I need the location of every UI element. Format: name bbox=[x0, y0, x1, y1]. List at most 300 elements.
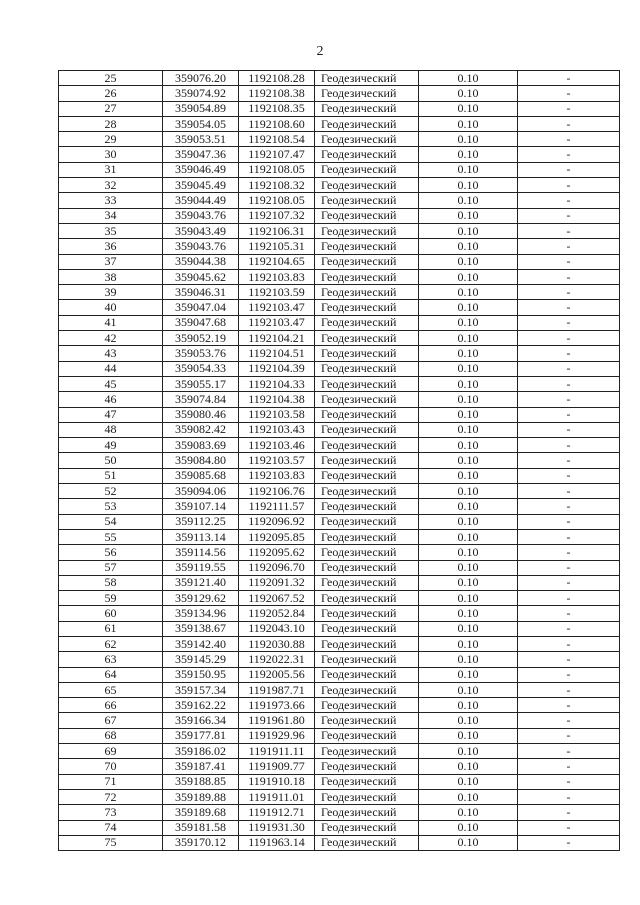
point-number-cell: 26 bbox=[59, 86, 163, 101]
description-cell: - bbox=[518, 744, 620, 759]
table-row bbox=[59, 438, 620, 453]
x-coordinate-cell: 359186.02 bbox=[163, 744, 239, 759]
x-coordinate-cell: 359082.42 bbox=[163, 422, 239, 437]
point-number-cell: 60 bbox=[59, 606, 163, 621]
method-cell: Геодезический bbox=[315, 789, 419, 804]
x-coordinate-cell: 359083.69 bbox=[163, 438, 239, 453]
method-cell: Геодезический bbox=[315, 759, 419, 774]
y-coordinate-cell: 1191973.66 bbox=[239, 698, 315, 713]
point-number-cell: 67 bbox=[59, 713, 163, 728]
description-cell: - bbox=[518, 346, 620, 361]
coordinates-table bbox=[58, 70, 620, 851]
accuracy-cell: 0.10 bbox=[419, 820, 518, 835]
accuracy-cell: 0.10 bbox=[419, 484, 518, 499]
point-number-cell: 73 bbox=[59, 805, 163, 820]
accuracy-cell: 0.10 bbox=[419, 621, 518, 636]
x-coordinate-cell: 359134.96 bbox=[163, 606, 239, 621]
x-coordinate-cell: 359119.55 bbox=[163, 560, 239, 575]
point-number-cell: 75 bbox=[59, 835, 163, 850]
method-cell: Геодезический bbox=[315, 300, 419, 315]
x-coordinate-cell: 359107.14 bbox=[163, 499, 239, 514]
point-number-cell: 61 bbox=[59, 621, 163, 636]
y-coordinate-cell: 1192052.84 bbox=[239, 606, 315, 621]
method-cell: Геодезический bbox=[315, 132, 419, 147]
method-cell: Геодезический bbox=[315, 652, 419, 667]
point-number-cell: 44 bbox=[59, 361, 163, 376]
description-cell: - bbox=[518, 484, 620, 499]
x-coordinate-cell: 359181.58 bbox=[163, 820, 239, 835]
method-cell: Геодезический bbox=[315, 499, 419, 514]
accuracy-cell: 0.10 bbox=[419, 223, 518, 238]
description-cell: - bbox=[518, 71, 620, 86]
point-number-cell: 28 bbox=[59, 116, 163, 131]
table-row bbox=[59, 376, 620, 391]
x-coordinate-cell: 359189.68 bbox=[163, 805, 239, 820]
table-row bbox=[59, 682, 620, 697]
table-row bbox=[59, 254, 620, 269]
point-number-cell: 53 bbox=[59, 499, 163, 514]
accuracy-cell: 0.10 bbox=[419, 71, 518, 86]
description-cell: - bbox=[518, 193, 620, 208]
description-cell: - bbox=[518, 667, 620, 682]
description-cell: - bbox=[518, 162, 620, 177]
point-number-cell: 54 bbox=[59, 514, 163, 529]
method-cell: Геодезический bbox=[315, 162, 419, 177]
accuracy-cell: 0.10 bbox=[419, 331, 518, 346]
method-cell: Геодезический bbox=[315, 254, 419, 269]
x-coordinate-cell: 359138.67 bbox=[163, 621, 239, 636]
description-cell: - bbox=[518, 835, 620, 850]
table-row bbox=[59, 285, 620, 300]
x-coordinate-cell: 359055.17 bbox=[163, 376, 239, 391]
point-number-cell: 64 bbox=[59, 667, 163, 682]
method-cell: Геодезический bbox=[315, 667, 419, 682]
description-cell: - bbox=[518, 116, 620, 131]
accuracy-cell: 0.10 bbox=[419, 545, 518, 560]
table-row bbox=[59, 346, 620, 361]
accuracy-cell: 0.10 bbox=[419, 178, 518, 193]
description-cell: - bbox=[518, 728, 620, 743]
accuracy-cell: 0.10 bbox=[419, 560, 518, 575]
description-cell: - bbox=[518, 101, 620, 116]
x-coordinate-cell: 359054.89 bbox=[163, 101, 239, 116]
point-number-cell: 47 bbox=[59, 407, 163, 422]
description-cell: - bbox=[518, 820, 620, 835]
description-cell: - bbox=[518, 759, 620, 774]
method-cell: Геодезический bbox=[315, 71, 419, 86]
method-cell: Геодезический bbox=[315, 223, 419, 238]
description-cell: - bbox=[518, 361, 620, 376]
description-cell: - bbox=[518, 223, 620, 238]
y-coordinate-cell: 1192022.31 bbox=[239, 652, 315, 667]
method-cell: Геодезический bbox=[315, 774, 419, 789]
table-row bbox=[59, 468, 620, 483]
description-cell: - bbox=[518, 575, 620, 590]
description-cell: - bbox=[518, 468, 620, 483]
point-number-cell: 62 bbox=[59, 636, 163, 651]
table-row bbox=[59, 300, 620, 315]
accuracy-cell: 0.10 bbox=[419, 591, 518, 606]
y-coordinate-cell: 1191987.71 bbox=[239, 682, 315, 697]
accuracy-cell: 0.10 bbox=[419, 132, 518, 147]
y-coordinate-cell: 1192103.43 bbox=[239, 422, 315, 437]
table-row bbox=[59, 315, 620, 330]
table-row bbox=[59, 361, 620, 376]
accuracy-cell: 0.10 bbox=[419, 422, 518, 437]
description-cell: - bbox=[518, 132, 620, 147]
accuracy-cell: 0.10 bbox=[419, 713, 518, 728]
table-row bbox=[59, 116, 620, 131]
accuracy-cell: 0.10 bbox=[419, 835, 518, 850]
x-coordinate-cell: 359189.88 bbox=[163, 789, 239, 804]
x-coordinate-cell: 359045.62 bbox=[163, 269, 239, 284]
method-cell: Геодезический bbox=[315, 560, 419, 575]
description-cell: - bbox=[518, 621, 620, 636]
method-cell: Геодезический bbox=[315, 392, 419, 407]
description-cell: - bbox=[518, 178, 620, 193]
table-row bbox=[59, 698, 620, 713]
description-cell: - bbox=[518, 529, 620, 544]
x-coordinate-cell: 359162.22 bbox=[163, 698, 239, 713]
point-number-cell: 30 bbox=[59, 147, 163, 162]
description-cell: - bbox=[518, 376, 620, 391]
description-cell: - bbox=[518, 147, 620, 162]
accuracy-cell: 0.10 bbox=[419, 744, 518, 759]
method-cell: Геодезический bbox=[315, 514, 419, 529]
table-row bbox=[59, 744, 620, 759]
accuracy-cell: 0.10 bbox=[419, 606, 518, 621]
point-number-cell: 63 bbox=[59, 652, 163, 667]
description-cell: - bbox=[518, 453, 620, 468]
table-row bbox=[59, 499, 620, 514]
table-row bbox=[59, 560, 620, 575]
description-cell: - bbox=[518, 789, 620, 804]
table-row bbox=[59, 178, 620, 193]
description-cell: - bbox=[518, 499, 620, 514]
description-cell: - bbox=[518, 545, 620, 560]
method-cell: Геодезический bbox=[315, 636, 419, 651]
method-cell: Геодезический bbox=[315, 682, 419, 697]
y-coordinate-cell: 1192104.39 bbox=[239, 361, 315, 376]
accuracy-cell: 0.10 bbox=[419, 453, 518, 468]
method-cell: Геодезический bbox=[315, 315, 419, 330]
method-cell: Геодезический bbox=[315, 407, 419, 422]
y-coordinate-cell: 1192005.56 bbox=[239, 667, 315, 682]
point-number-cell: 35 bbox=[59, 223, 163, 238]
x-coordinate-cell: 359129.62 bbox=[163, 591, 239, 606]
point-number-cell: 36 bbox=[59, 239, 163, 254]
x-coordinate-cell: 359084.80 bbox=[163, 453, 239, 468]
x-coordinate-cell: 359074.92 bbox=[163, 86, 239, 101]
description-cell: - bbox=[518, 86, 620, 101]
method-cell: Геодезический bbox=[315, 591, 419, 606]
y-coordinate-cell: 1191912.71 bbox=[239, 805, 315, 820]
description-cell: - bbox=[518, 300, 620, 315]
accuracy-cell: 0.10 bbox=[419, 86, 518, 101]
description-cell: - bbox=[518, 331, 620, 346]
x-coordinate-cell: 359112.25 bbox=[163, 514, 239, 529]
x-coordinate-cell: 359187.41 bbox=[163, 759, 239, 774]
table-row bbox=[59, 147, 620, 162]
y-coordinate-cell: 1192104.33 bbox=[239, 376, 315, 391]
table-row bbox=[59, 545, 620, 560]
point-number-cell: 31 bbox=[59, 162, 163, 177]
x-coordinate-cell: 359142.40 bbox=[163, 636, 239, 651]
x-coordinate-cell: 359046.49 bbox=[163, 162, 239, 177]
x-coordinate-cell: 359085.68 bbox=[163, 468, 239, 483]
accuracy-cell: 0.10 bbox=[419, 392, 518, 407]
point-number-cell: 39 bbox=[59, 285, 163, 300]
y-coordinate-cell: 1192043.10 bbox=[239, 621, 315, 636]
x-coordinate-cell: 359044.49 bbox=[163, 193, 239, 208]
y-coordinate-cell: 1191963.14 bbox=[239, 835, 315, 850]
y-coordinate-cell: 1192103.57 bbox=[239, 453, 315, 468]
description-cell: - bbox=[518, 239, 620, 254]
point-number-cell: 50 bbox=[59, 453, 163, 468]
y-coordinate-cell: 1192103.47 bbox=[239, 315, 315, 330]
y-coordinate-cell: 1192104.21 bbox=[239, 331, 315, 346]
accuracy-cell: 0.10 bbox=[419, 239, 518, 254]
accuracy-cell: 0.10 bbox=[419, 300, 518, 315]
method-cell: Геодезический bbox=[315, 376, 419, 391]
x-coordinate-cell: 359044.38 bbox=[163, 254, 239, 269]
x-coordinate-cell: 359054.05 bbox=[163, 116, 239, 131]
method-cell: Геодезический bbox=[315, 805, 419, 820]
method-cell: Геодезический bbox=[315, 835, 419, 850]
table-row bbox=[59, 132, 620, 147]
table-row bbox=[59, 422, 620, 437]
description-cell: - bbox=[518, 254, 620, 269]
accuracy-cell: 0.10 bbox=[419, 376, 518, 391]
accuracy-cell: 0.10 bbox=[419, 667, 518, 682]
y-coordinate-cell: 1192105.31 bbox=[239, 239, 315, 254]
y-coordinate-cell: 1192096.92 bbox=[239, 514, 315, 529]
method-cell: Геодезический bbox=[315, 713, 419, 728]
y-coordinate-cell: 1192107.47 bbox=[239, 147, 315, 162]
y-coordinate-cell: 1192103.83 bbox=[239, 468, 315, 483]
y-coordinate-cell: 1192095.62 bbox=[239, 545, 315, 560]
method-cell: Геодезический bbox=[315, 346, 419, 361]
point-number-cell: 52 bbox=[59, 484, 163, 499]
x-coordinate-cell: 359114.56 bbox=[163, 545, 239, 560]
method-cell: Геодезический bbox=[315, 285, 419, 300]
y-coordinate-cell: 1192103.58 bbox=[239, 407, 315, 422]
y-coordinate-cell: 1192108.54 bbox=[239, 132, 315, 147]
accuracy-cell: 0.10 bbox=[419, 101, 518, 116]
description-cell: - bbox=[518, 713, 620, 728]
point-number-cell: 59 bbox=[59, 591, 163, 606]
table-row bbox=[59, 407, 620, 422]
y-coordinate-cell: 1192111.57 bbox=[239, 499, 315, 514]
y-coordinate-cell: 1192067.52 bbox=[239, 591, 315, 606]
method-cell: Геодезический bbox=[315, 101, 419, 116]
table-row bbox=[59, 591, 620, 606]
point-number-cell: 34 bbox=[59, 208, 163, 223]
accuracy-cell: 0.10 bbox=[419, 285, 518, 300]
method-cell: Геодезический bbox=[315, 361, 419, 376]
y-coordinate-cell: 1191961.80 bbox=[239, 713, 315, 728]
x-coordinate-cell: 359145.29 bbox=[163, 652, 239, 667]
y-coordinate-cell: 1192107.32 bbox=[239, 208, 315, 223]
x-coordinate-cell: 359170.12 bbox=[163, 835, 239, 850]
x-coordinate-cell: 359047.68 bbox=[163, 315, 239, 330]
table-row bbox=[59, 667, 620, 682]
description-cell: - bbox=[518, 698, 620, 713]
table-row bbox=[59, 86, 620, 101]
method-cell: Геодезический bbox=[315, 178, 419, 193]
accuracy-cell: 0.10 bbox=[419, 575, 518, 590]
y-coordinate-cell: 1192106.76 bbox=[239, 484, 315, 499]
description-cell: - bbox=[518, 652, 620, 667]
method-cell: Геодезический bbox=[315, 147, 419, 162]
point-number-cell: 27 bbox=[59, 101, 163, 116]
point-number-cell: 46 bbox=[59, 392, 163, 407]
x-coordinate-cell: 359076.20 bbox=[163, 71, 239, 86]
y-coordinate-cell: 1191910.18 bbox=[239, 774, 315, 789]
description-cell: - bbox=[518, 514, 620, 529]
point-number-cell: 45 bbox=[59, 376, 163, 391]
table-row bbox=[59, 636, 620, 651]
page-number: 2 bbox=[316, 44, 324, 59]
x-coordinate-cell: 359047.36 bbox=[163, 147, 239, 162]
description-cell: - bbox=[518, 682, 620, 697]
accuracy-cell: 0.10 bbox=[419, 315, 518, 330]
method-cell: Геодезический bbox=[315, 698, 419, 713]
accuracy-cell: 0.10 bbox=[419, 438, 518, 453]
description-cell: - bbox=[518, 392, 620, 407]
point-number-cell: 55 bbox=[59, 529, 163, 544]
point-number-cell: 56 bbox=[59, 545, 163, 560]
method-cell: Геодезический bbox=[315, 606, 419, 621]
accuracy-cell: 0.10 bbox=[419, 208, 518, 223]
method-cell: Геодезический bbox=[315, 744, 419, 759]
method-cell: Геодезический bbox=[315, 193, 419, 208]
coordinates-table-body bbox=[59, 71, 620, 851]
table-row bbox=[59, 71, 620, 86]
accuracy-cell: 0.10 bbox=[419, 514, 518, 529]
point-number-cell: 72 bbox=[59, 789, 163, 804]
method-cell: Геодезический bbox=[315, 621, 419, 636]
accuracy-cell: 0.10 bbox=[419, 269, 518, 284]
x-coordinate-cell: 359074.84 bbox=[163, 392, 239, 407]
table-row bbox=[59, 789, 620, 804]
point-number-cell: 40 bbox=[59, 300, 163, 315]
description-cell: - bbox=[518, 422, 620, 437]
method-cell: Геодезический bbox=[315, 208, 419, 223]
description-cell: - bbox=[518, 208, 620, 223]
x-coordinate-cell: 359043.49 bbox=[163, 223, 239, 238]
method-cell: Геодезический bbox=[315, 728, 419, 743]
table-row bbox=[59, 805, 620, 820]
x-coordinate-cell: 359043.76 bbox=[163, 208, 239, 223]
x-coordinate-cell: 359166.34 bbox=[163, 713, 239, 728]
y-coordinate-cell: 1192104.38 bbox=[239, 392, 315, 407]
table-row bbox=[59, 529, 620, 544]
x-coordinate-cell: 359188.85 bbox=[163, 774, 239, 789]
accuracy-cell: 0.10 bbox=[419, 805, 518, 820]
description-cell: - bbox=[518, 805, 620, 820]
method-cell: Геодезический bbox=[315, 484, 419, 499]
x-coordinate-cell: 359177.81 bbox=[163, 728, 239, 743]
method-cell: Геодезический bbox=[315, 422, 419, 437]
y-coordinate-cell: 1192104.51 bbox=[239, 346, 315, 361]
y-coordinate-cell: 1192103.59 bbox=[239, 285, 315, 300]
x-coordinate-cell: 359150.95 bbox=[163, 667, 239, 682]
accuracy-cell: 0.10 bbox=[419, 636, 518, 651]
point-number-cell: 37 bbox=[59, 254, 163, 269]
table-row bbox=[59, 208, 620, 223]
point-number-cell: 70 bbox=[59, 759, 163, 774]
accuracy-cell: 0.10 bbox=[419, 407, 518, 422]
table-row bbox=[59, 162, 620, 177]
table-row bbox=[59, 606, 620, 621]
method-cell: Геодезический bbox=[315, 116, 419, 131]
point-number-cell: 38 bbox=[59, 269, 163, 284]
y-coordinate-cell: 1192108.60 bbox=[239, 116, 315, 131]
point-number-cell: 66 bbox=[59, 698, 163, 713]
table-row bbox=[59, 484, 620, 499]
y-coordinate-cell: 1192103.83 bbox=[239, 269, 315, 284]
y-coordinate-cell: 1192106.31 bbox=[239, 223, 315, 238]
table-row bbox=[59, 193, 620, 208]
point-number-cell: 43 bbox=[59, 346, 163, 361]
accuracy-cell: 0.10 bbox=[419, 346, 518, 361]
point-number-cell: 69 bbox=[59, 744, 163, 759]
x-coordinate-cell: 359046.31 bbox=[163, 285, 239, 300]
accuracy-cell: 0.10 bbox=[419, 682, 518, 697]
y-coordinate-cell: 1192108.28 bbox=[239, 71, 315, 86]
method-cell: Геодезический bbox=[315, 86, 419, 101]
y-coordinate-cell: 1192103.46 bbox=[239, 438, 315, 453]
table-row bbox=[59, 514, 620, 529]
accuracy-cell: 0.10 bbox=[419, 698, 518, 713]
x-coordinate-cell: 359157.34 bbox=[163, 682, 239, 697]
table-row bbox=[59, 331, 620, 346]
table-row bbox=[59, 759, 620, 774]
accuracy-cell: 0.10 bbox=[419, 116, 518, 131]
accuracy-cell: 0.10 bbox=[419, 529, 518, 544]
y-coordinate-cell: 1192103.47 bbox=[239, 300, 315, 315]
table-row bbox=[59, 269, 620, 284]
table-row bbox=[59, 621, 620, 636]
accuracy-cell: 0.10 bbox=[419, 759, 518, 774]
point-number-cell: 57 bbox=[59, 560, 163, 575]
description-cell: - bbox=[518, 591, 620, 606]
table-row bbox=[59, 835, 620, 850]
accuracy-cell: 0.10 bbox=[419, 162, 518, 177]
point-number-cell: 58 bbox=[59, 575, 163, 590]
method-cell: Геодезический bbox=[315, 438, 419, 453]
y-coordinate-cell: 1192030.88 bbox=[239, 636, 315, 651]
method-cell: Геодезический bbox=[315, 468, 419, 483]
accuracy-cell: 0.10 bbox=[419, 774, 518, 789]
y-coordinate-cell: 1192108.32 bbox=[239, 178, 315, 193]
point-number-cell: 48 bbox=[59, 422, 163, 437]
accuracy-cell: 0.10 bbox=[419, 789, 518, 804]
point-number-cell: 25 bbox=[59, 71, 163, 86]
description-cell: - bbox=[518, 285, 620, 300]
description-cell: - bbox=[518, 438, 620, 453]
table-row bbox=[59, 652, 620, 667]
y-coordinate-cell: 1192096.70 bbox=[239, 560, 315, 575]
y-coordinate-cell: 1191931.30 bbox=[239, 820, 315, 835]
method-cell: Геодезический bbox=[315, 529, 419, 544]
table-row bbox=[59, 239, 620, 254]
x-coordinate-cell: 359054.33 bbox=[163, 361, 239, 376]
table-row bbox=[59, 392, 620, 407]
accuracy-cell: 0.10 bbox=[419, 193, 518, 208]
method-cell: Геодезический bbox=[315, 453, 419, 468]
